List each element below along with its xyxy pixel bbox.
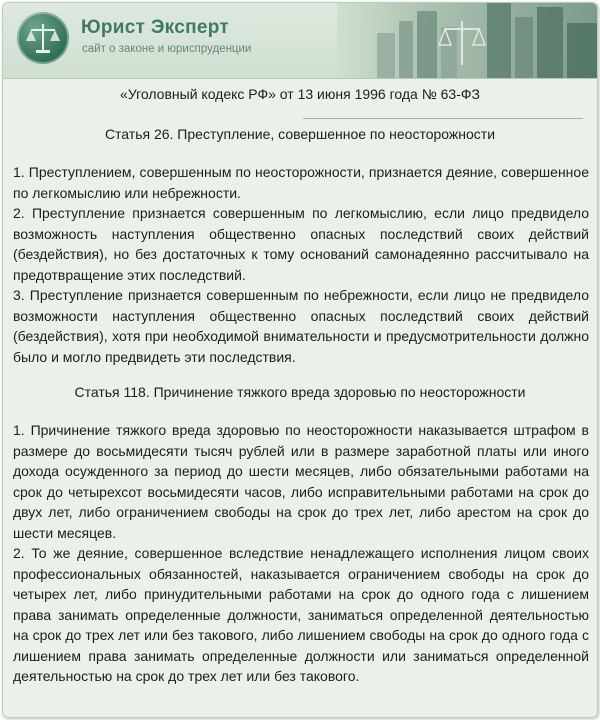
logo-scales-icon [17,12,69,64]
article-26-paragraph-3: 3. Преступление признается совершенным по небрежности, если лицо не предвидело возможности наступления общественно опасных последствий своих действий (бездействия), хотя при необходимой внимательности и предусмотрительности должно было и могло предвидеть эти последствия. [13,287,589,365]
document-card [2,2,598,718]
article-26-heading: Статья 26. Преступление, совершенное по неосторожности [104,126,496,142]
document-content [3,78,597,717]
article-118-body [13,420,589,687]
site-header [3,3,597,79]
article-118-paragraph-2: 2. То же деяние, совершенное вследствие ненадлежащего исполнения лицом своих профессиональных обязанностей, наказывается ограничением свободы на срок до четырех лет, либо принудительными работами на срок до одного года с лишением права занимать определенные должности, заниматься определенной деятельностью на срок до трех лет или без такового, либо лишением свободы на срок до одного года с лишением права занимать определенные должности или заниматься определенной деятельностью на срок до трех лет или без такового. [13,545,589,684]
title-divider [303,118,583,119]
brand-tagline: сайт о законе и юриспруденции [82,43,252,55]
brand-name[interactable]: Юрист Эксперт [81,17,229,38]
city-skyline-image [337,3,597,78]
document-title: «Уголовный кодекс РФ» от 13 июня 1996 года № 63-ФЗ [120,86,480,102]
article-26-body [13,162,589,367]
article-118-heading: Статья 118. Причинение тяжкого вреда здоровью по неосторожности [74,384,526,400]
article-118-paragraph-1: 1. Причинение тяжкого вреда здоровью по неосторожности наказывается штрафом в размере до восьмидесяти тысяч рублей или в размере заработной платы или иного дохода осужденного за период до шести месяцев, либо обязательными работами на срок до четырехсот восьмидесяти часов, либо исправительными работами на срок до двух лет, либо ограничением свободы на срок до трех лет, либо арестом на срок до шести месяцев. [13,422,589,541]
article-26-paragraph-2: 2. Преступление признается совершенным по легкомыслию, если лицо предвидело возможность наступления общественно опасных последствий своих действий (бездействия), но без достаточных к тому оснований самонадеянно рассчитывало на предотвращение этих последствий. [13,205,589,283]
header-banner-image [337,3,597,78]
article-26-paragraph-1: 1. Преступлением, совершенным по неосторожности, признается деяние, совершенное по легкомыслию или небрежности. [13,164,589,201]
